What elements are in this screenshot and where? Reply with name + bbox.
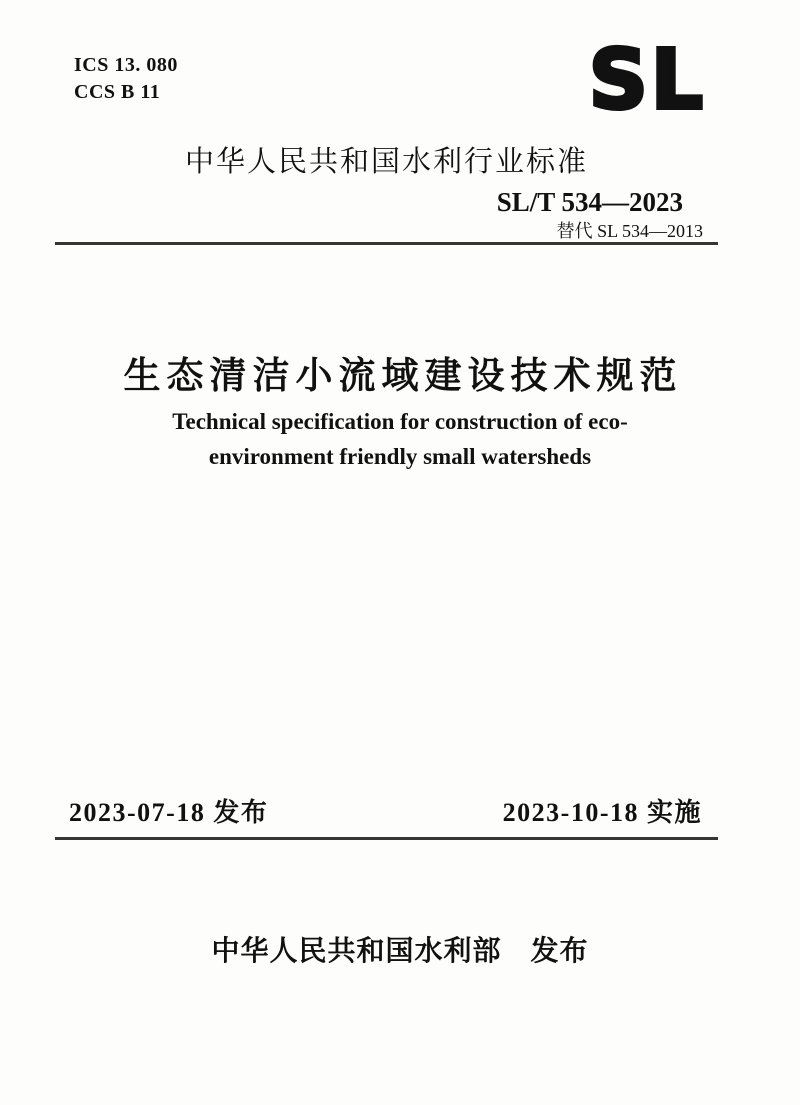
title-english-line1: Technical specification for construction of eco- [172, 409, 628, 434]
title-english [0, 404, 800, 474]
title-chinese: 生态清洁小流域建设技术规范 [123, 355, 683, 396]
classification-codes [74, 52, 178, 106]
standard-type-heading: 中华人民共和国水利行业标准 [184, 146, 588, 178]
top-rule [55, 242, 718, 245]
ics-code: ICS 13. 080 [74, 54, 178, 76]
issue-date: 2023-07-18 发布 [69, 798, 269, 827]
publisher-line: 中华人民共和国水利部 发布 [211, 935, 589, 966]
standard-number: SL/T 534—2023 [496, 187, 683, 217]
replaces-note: 替代 SL 534—2013 [556, 221, 703, 241]
title-english-line2: environment friendly small watersheds [208, 444, 592, 469]
bottom-rule [55, 837, 718, 840]
dates-row [55, 792, 718, 829]
implement-date: 2023-10-18 实施 [502, 798, 702, 827]
sl-logo: SL [588, 33, 706, 128]
ccs-code: CCS B 11 [74, 81, 161, 103]
